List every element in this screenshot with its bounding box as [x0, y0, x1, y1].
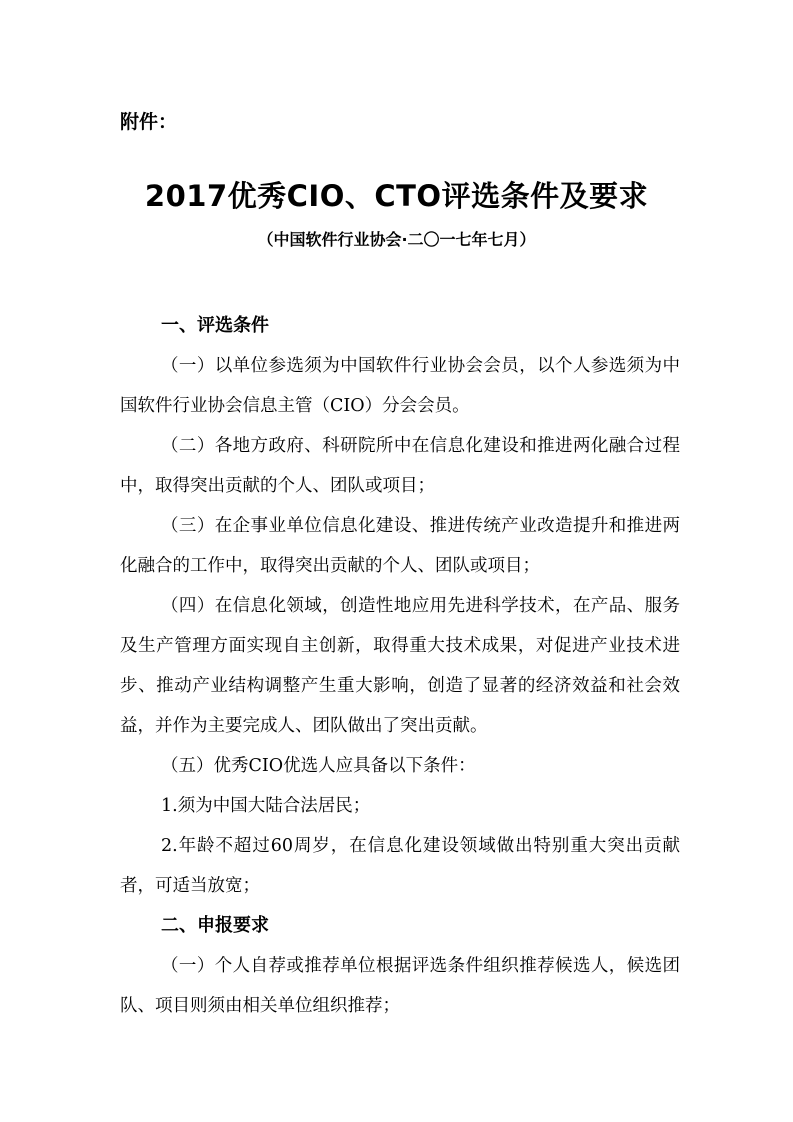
attachment-label: 附件：	[120, 111, 178, 133]
paragraph: （四）在信息化领域，创造性地应用先进科学技术，在产品、服务及生产管理方面实现自主创新，取得重大技术成果，对促进产业技术进步、推动产业结构调整产生重大影响，创造了显著的经济效益和社会效益，并作为主要完成人、团队做出了突出贡献。	[120, 596, 680, 736]
paragraph: （五）优秀CIO优选人应具备以下条件：	[161, 756, 476, 776]
paragraph: 1.须为中国大陆合法居民；	[161, 796, 371, 816]
paragraph: 2.年龄不超过60周岁，在信息化建设领域做出特别重大突出贡献者，可适当放宽；	[120, 836, 680, 896]
paragraph: （一）个人自荐或推荐单位根据评选条件组织推荐候选人，候选团队、项目则须由相关单位组织推荐；	[120, 956, 680, 1016]
paragraph: （一）以单位参选须为中国软件行业协会会员，以个人参选须为中国软件行业协会信息主管（CIO）分会会员。	[120, 356, 680, 416]
paragraph: （二）各地方政府、科研院所中在信息化建设和推进两化融合过程中，取得突出贡献的个人、团队或项目；	[120, 436, 680, 496]
document-subtitle: （中国软件行业协会·二〇一七年七月）	[257, 230, 536, 249]
section-heading-criteria: 一、评选条件	[161, 315, 269, 336]
section-heading-requirements: 二、申报要求	[161, 915, 269, 936]
document-body	[120, 306, 680, 1026]
document-title: 2017优秀CIO、CTO评选条件及要求	[144, 179, 649, 213]
paragraph: （三）在企事业单位信息化建设、推进传统产业改造提升和推进两化融合的工作中，取得突出贡献的个人、团队或项目；	[120, 516, 680, 576]
